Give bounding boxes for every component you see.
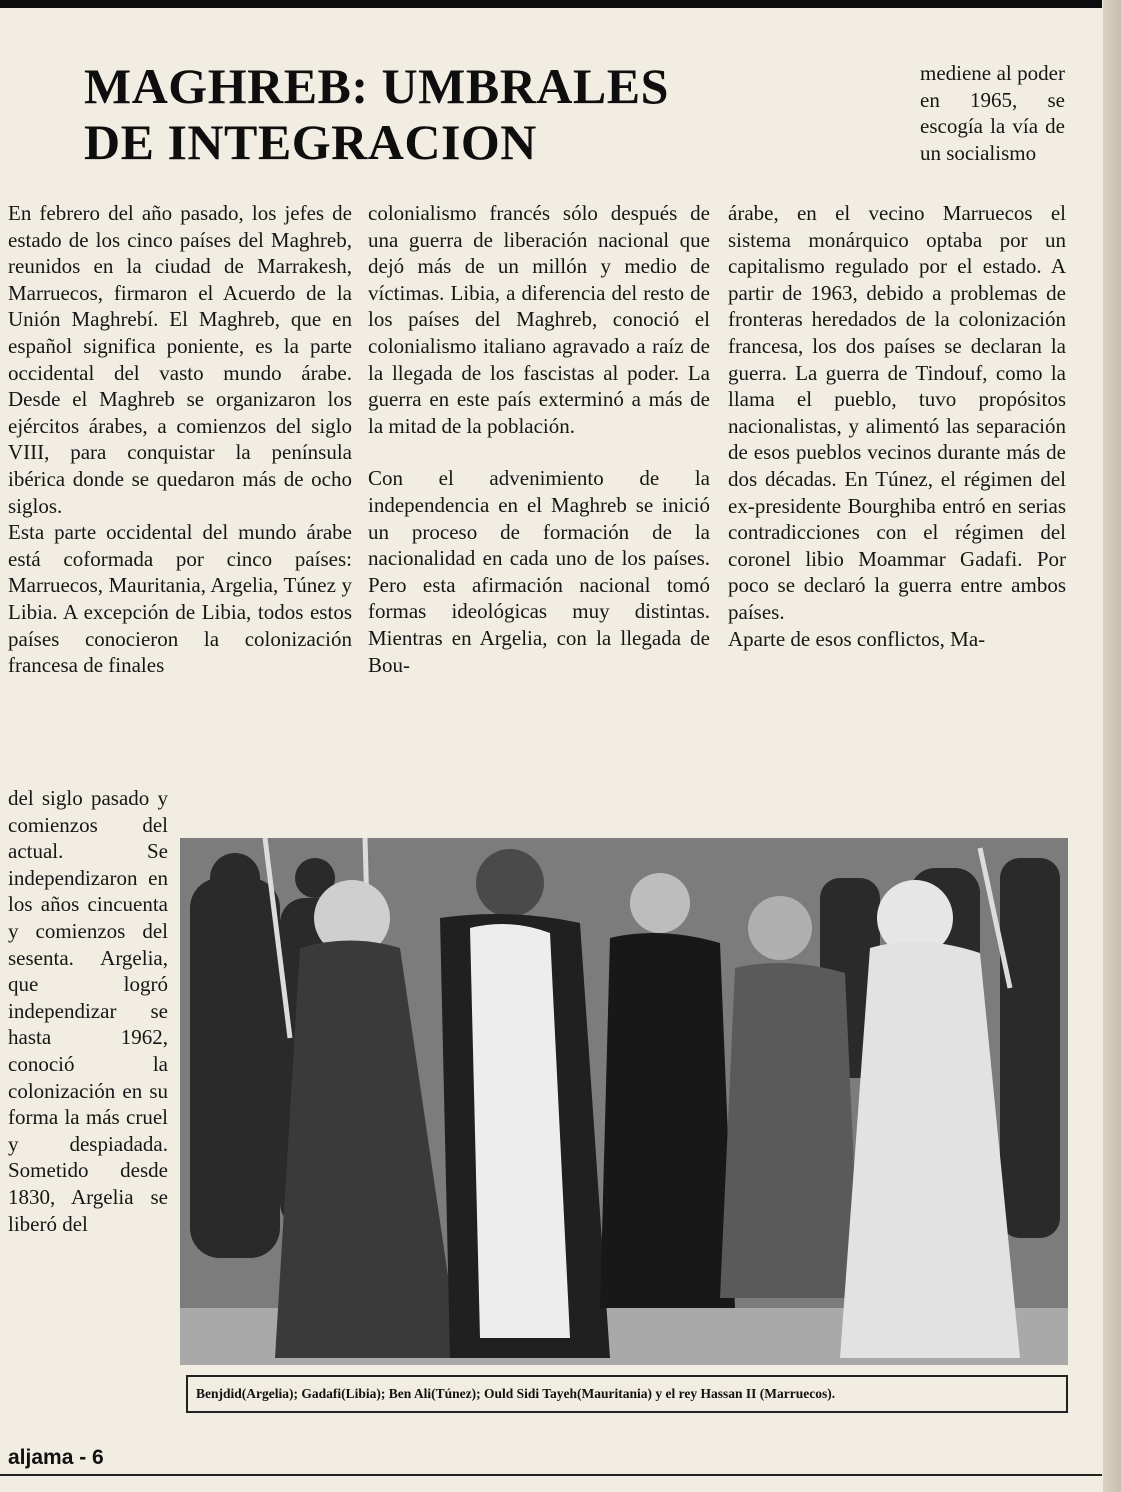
paragraph: árabe, en el vecino Marruecos el sistema monárquico optaba por un capitalismo regulado por el estado. A partir de 1963, debido a problemas de fronteras heredados de la colonización francesa, los dos países se declaran la guerra. La guerra de Tindouf, como la llama el pueblo, tuvo propósitos nacionalistas, y alimentó las separación de esos pueblos vecinos durante más de dos décadas. En Túnez, el régimen del ex-presidente Bourghiba entró en serias contradicciones con el régimen del coronel libio Moammar Gadafi. Por poco se declaró la guerra entre ambos países. (728, 201, 1066, 624)
paragraph: mediene al poder en 1965, se escogía la vía de un socialismo (920, 61, 1065, 165)
photo-illustration (180, 838, 1068, 1365)
paragraph: del siglo pasado y comienzos del actual. Se independizaron en los años cincuenta y comienzos del sesenta. Argelia, que logró independizar se hasta 1962, conoció la colonización en su forma la más cruel y despiadada. Sometido desde 1830, Argelia se liberó del (8, 786, 168, 1236)
column-2 (368, 200, 710, 678)
news-photo (180, 838, 1068, 1365)
page-footer: aljama - 6 (8, 1446, 104, 1469)
paragraph: Aparte de esos conflictos, Ma- (728, 626, 986, 651)
top-border-rule (0, 0, 1102, 8)
article-headline (84, 58, 704, 170)
paragraph: colonialismo francés sólo después de una guerra de liberación nacional que dejó más de un millón y medio de víctimas. Libia, a diferencia del resto de los países del Maghreb, conoció el colonialismo italiano agravado a raíz de la llegada de los fascistas al poder. La guerra en este país exterminó a más de la mitad de la población. (368, 201, 710, 438)
page-edge (1103, 0, 1121, 1492)
paragraph: En febrero del año pasado, los jefes de estado de los cinco países del Maghreb, reunidos en la ciudad de Marrakesh, Marruecos, firmaron el Acuerdo de la Unión Maghrebí. El Maghreb, que en español significa poniente, es la parte occidental del vasto mundo árabe. Desde el Maghreb se organizaron los ejércitos árabes, a comienzos del siglo VIII, para conquistar la península ibérica donde se quedaron más de ocho siglos. (8, 201, 352, 518)
paragraph: Esta parte occidental del mundo árabe está coformada por cinco países: Marruecos, Mauritania, Argelia, Túnez y Libia. A excepción de Libia, todos estos países conocieron la colonización francesa de finales (8, 520, 352, 678)
column-3-bottom (728, 200, 1066, 652)
column-1-top (8, 200, 352, 679)
headline-line-1: MAGHREB: UMBRALES (84, 58, 669, 114)
column-1-bottom (8, 785, 168, 1237)
paragraph: Con el advenimiento de la independencia en el Maghreb se inició un proceso de formación de la nacionalidad en cada uno de los países. Pero esta afirmación nacional tomó formas ideológicas muy distintas. Mientras en Argelia, con la llegada de Bou- (368, 466, 710, 677)
bottom-border-rule (0, 1474, 1102, 1476)
column-3-top (920, 60, 1065, 166)
photo-caption: Benjdid(Argelia); Gadafi(Libia); Ben Ali(Túnez); Ould Sidi Tayeh(Mauritania) y el rey Hassan II (Marruecos). (186, 1375, 1068, 1413)
headline-line-2: DE INTEGRACION (84, 114, 537, 170)
